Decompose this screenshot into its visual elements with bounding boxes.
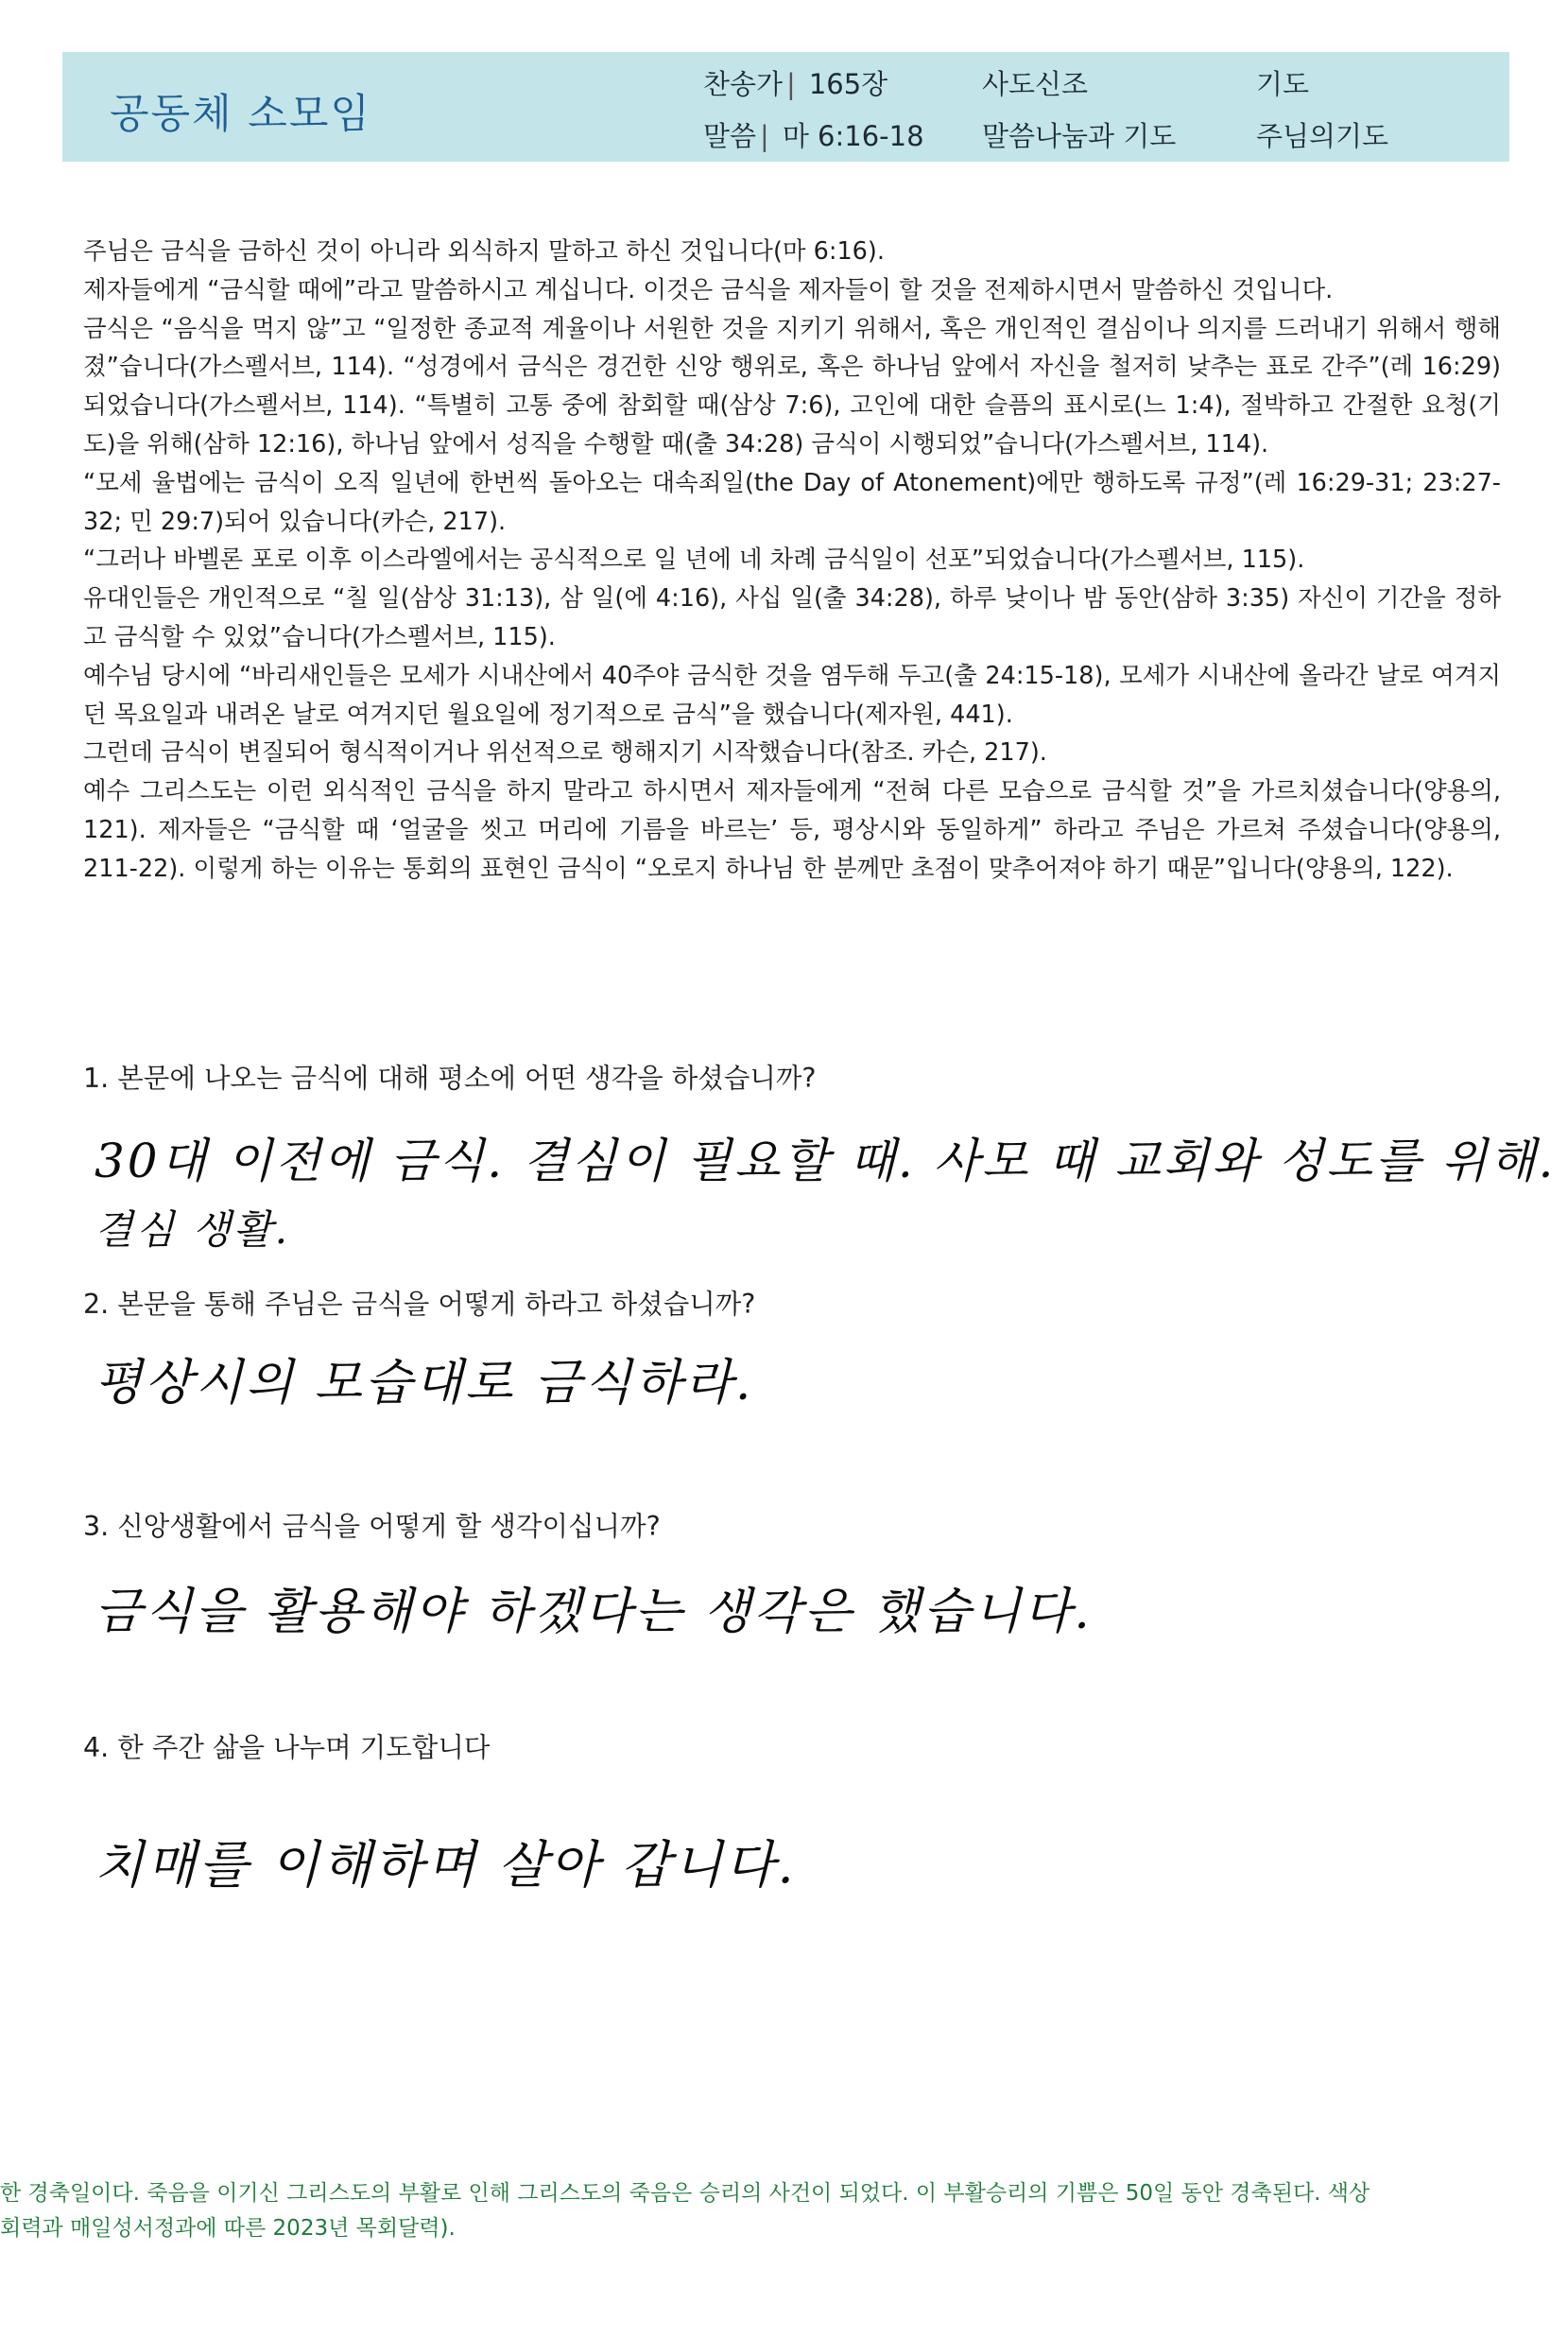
- separator: |: [760, 120, 769, 152]
- answer-1-line-1: 30대 이전에 금식. 결심이 필요할 때. 사모 때 교회와 성도를 위해.: [95, 1134, 1557, 1188]
- hymn-info: [703, 63, 887, 102]
- question-2: 2. 본문을 통해 주님은 금식을 어떻게 하라고 하셨습니까?: [83, 1289, 756, 1320]
- scripture-label: 말씀: [703, 120, 757, 152]
- answer-2: 평상시의 모습대로 금식하라.: [95, 1355, 754, 1411]
- question-4: 4. 한 주간 삶을 나누며 기도합니다: [83, 1732, 491, 1763]
- order-lords-prayer: 주님의기도: [1256, 120, 1389, 152]
- hymn-value: 165장: [808, 68, 888, 100]
- hymn-label: 찬송가: [703, 68, 784, 100]
- passage-paragraph: 금식은 “음식을 먹지 않”고 “일정한 종교적 계율이나 서원한 것을 지키기 위해서, 혹은 개인적인 결심이나 의지를 드러내기 위해서 행해졌”습니다(가스펠서브, 114). “성경에서 금식은 경건한 신앙 행위로, 혹은 하나님 앞에서 자신을 철저히 낮추는 표로 간주”(레 16:29)되었습니다(가스펠서브, 114). “특별히 고통 중에 참회할 때(삼상 7:6), 고인에 대한 슬픔의 표시로(느 1:4), 절박하고 간절한 요청(기도)을 위해(삼하 12:16), 하나님 앞에서 성직을 수행할 때(출 34:28) 금식이 시행되었”습니다(가스펠서브, 114).: [83, 314, 1501, 459]
- scripture-value: 마 6:16-18: [782, 120, 924, 152]
- footer-line-1: 한 경축일이다. 죽음을 이기신 그리스도의 부활로 인해 그리스도의 죽음은 승리의 사건이 되었다. 이 부활승리의 기쁨은 50일 동안 경축된다. 색상: [0, 2181, 1370, 2206]
- answer-4: 치매를 이해하며 살아 갑니다.: [95, 1835, 797, 1895]
- scripture-info: [703, 115, 924, 154]
- footer-line-2: 회력과 매일성서정과에 따른 2023년 목회달력).: [0, 2216, 456, 2241]
- passage-paragraph: 예수 그리스도는 이런 외식적인 금식을 하지 말라고 하시면서 제자들에게 “전혀 다른 모습으로 금식할 것”을 가르치셨습니다(양용의, 121). 제자들은 “금식할 때 ‘얼굴을 씻고 머리에 기름을 바르는’ 등, 평상시와 동일하게” 하라고 주님은 가르쳐 주셨습니다(양용의, 211-22). 이렇게 하는 이유는 통회의 표현인 금식이 “오로지 하나님 한 분께만 초점이 맞추어져야 하기 때문”입니다(양용의, 122).: [83, 777, 1501, 883]
- separator: |: [786, 68, 796, 100]
- order-sharing-prayer: 말씀나눔과 기도: [982, 120, 1177, 152]
- answer-3: 금식을 활용해야 하겠다는 생각은 했습니다.: [95, 1584, 1093, 1640]
- passage-paragraph: “모세 율법에는 금식이 오직 일년에 한번씩 돌아오는 대속죄일(the Day of Atonement)에만 행하도록 규정”(레 16:29-31; 23:27-32; 민 29:7)되어 있습니다(카슨, 217).: [83, 468, 1501, 536]
- page-title: 공동체 소모임: [110, 91, 371, 138]
- passage-paragraph: 유대인들은 개인적으로 “칠 일(삼상 31:13), 삼 일(에 4:16), 사십 일(출 34:28), 하루 낮이나 밤 동안(삼하 3:35) 자신이 기간을 정하고 금식할 수 있었”습니다(가스펠서브, 115).: [83, 584, 1501, 651]
- order-prayer: 기도: [1256, 68, 1310, 100]
- answer-1-line-2: 결심 생활.: [95, 1206, 290, 1253]
- passage-paragraph: 그런데 금식이 변질되어 형식적이거나 위선적으로 행해지기 시작했습니다(참조. 카슨, 217).: [83, 738, 1047, 768]
- passage-paragraph: “그러나 바벨론 포로 이후 이스라엘에서는 공식적으로 일 년에 네 차례 금식일이 선포”되었습니다(가스펠서브, 115).: [83, 546, 1305, 575]
- question-3: 3. 신앙생활에서 금식을 어떻게 할 생각이십니까?: [83, 1511, 661, 1542]
- passage-paragraph: 제자들에게 “금식할 때에”라고 말씀하시고 계십니다. 이것은 금식을 제자들이 할 것을 전제하시면서 말씀하신 것입니다.: [83, 275, 1334, 304]
- header-banner: [62, 52, 1509, 162]
- footer-note: [0, 2176, 1568, 2246]
- order-apostles-creed: 사도신조: [982, 68, 1089, 100]
- commentary-passage: [83, 233, 1501, 889]
- question-1: 1. 본문에 나오는 금식에 대해 평소에 어떤 생각을 하셨습니까?: [83, 1063, 817, 1094]
- passage-paragraph: 주님은 금식을 금하신 것이 아니라 외식하지 말하고 하신 것입니다(마 6:16).: [83, 237, 885, 266]
- passage-paragraph: 예수님 당시에 “바리새인들은 모세가 시내산에서 40주야 금식한 것을 염두해 두고(출 24:15-18), 모세가 시내산에 올라간 날로 여겨지던 목요일과 내려온 날로 여겨지던 월요일에 정기적으로 금식”을 했습니다(제자원, 441).: [83, 661, 1501, 729]
